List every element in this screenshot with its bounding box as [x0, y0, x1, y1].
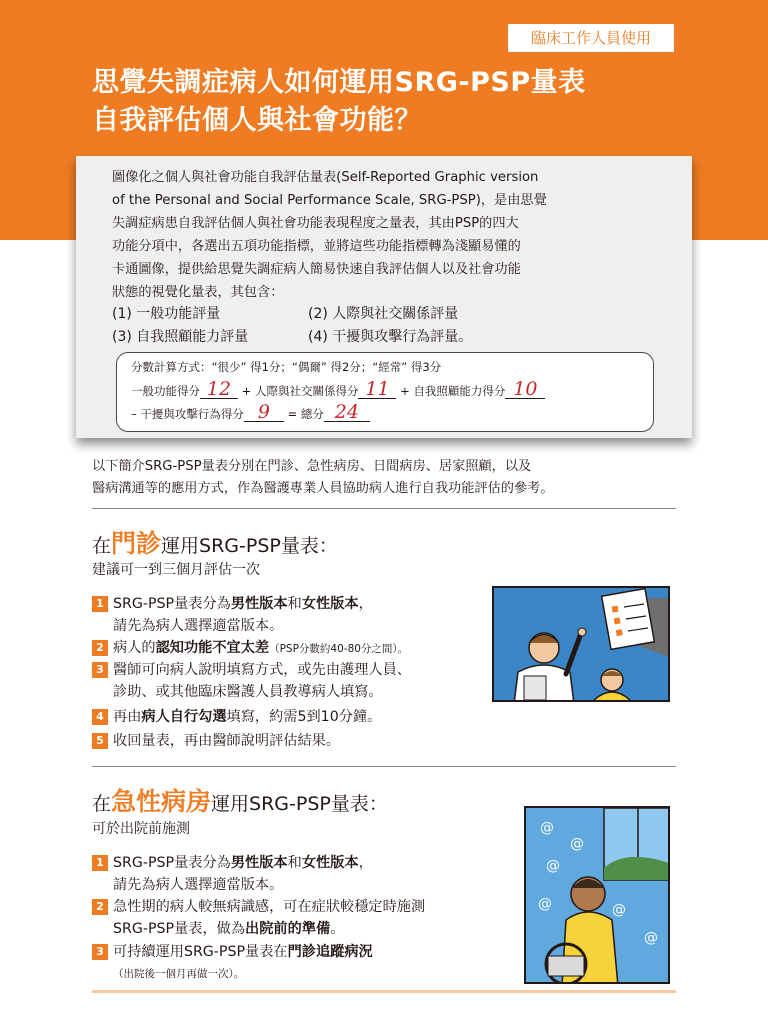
total-score-value: 24 [324, 403, 370, 422]
score-method: 分數計算方式：“很少” 得1分；“偶爾” 得2分；“經常” 得3分 [131, 360, 442, 374]
section-divider [92, 508, 676, 509]
selfcare-score-label: + 自我照顧能力得分 [400, 384, 506, 398]
footer-rule [92, 990, 676, 993]
svg-text:@: @ [546, 858, 560, 874]
section-title-acute [92, 782, 388, 818]
outpatient-item-1 [92, 593, 512, 637]
item-number: 4 [92, 709, 108, 725]
item-bold: 認知功能不宜太差 [155, 640, 270, 656]
social-score-value: 11 [358, 380, 396, 399]
outpatient-item-2 [92, 637, 512, 660]
item-number: 3 [92, 662, 108, 678]
section-subtitle-outpatient: 建議可一到三個月評估一次 [92, 562, 260, 578]
patient-illustration-art [526, 808, 670, 984]
item-text: 填寫，約需5到10分鐘。 [226, 709, 382, 725]
item-bold: 女性版本 [301, 596, 359, 612]
item-number: 5 [92, 733, 108, 749]
intro-line: 狀態的視覺化量表，其包含： [112, 285, 284, 300]
title-line-1: 思覺失調症病人如何運用SRG-PSP量表 [92, 67, 586, 98]
intro-item-selfcare: (3) 自我照顧能力評量 [112, 329, 249, 345]
item-text: SRG-PSP量表分為 [113, 855, 231, 871]
intro-line: 卡通圖像，提供給思覺失調症病人簡易快速自我評估個人以及社會功能 [112, 262, 521, 277]
item-text: ， [358, 855, 373, 871]
summary-line: 以下簡介SRG-PSP量表分別在門診、急性病房、日間病房、居家照顧，以及 [92, 459, 532, 474]
selfcare-score-value: 10 [505, 380, 545, 399]
item-continuation [92, 918, 512, 940]
intro-item-aggression: (4) 干擾與攻擊行為評量。 [308, 329, 473, 345]
svg-text:@: @ [570, 836, 584, 852]
title-suffix: 運用SRG-PSP量表： [211, 793, 388, 815]
aggression-score-label: – 干擾與攻擊行為得分 [131, 407, 244, 421]
item-number: 1 [92, 855, 108, 871]
intro-item-social: (2) 人際與社交關係評量 [308, 306, 459, 322]
acute-item-1 [92, 852, 512, 896]
item-note: （出院後一個月再做一次）。 [113, 968, 245, 980]
audience-tag: 臨床工作人員使用 [508, 24, 674, 52]
item-text: 病人的 [113, 640, 156, 656]
item-number: 2 [92, 899, 108, 915]
general-score-value: 12 [200, 380, 238, 399]
item-bold: 病人自行勾選 [141, 709, 227, 725]
item-bold: 男性版本 [230, 596, 288, 612]
svg-text:@: @ [540, 820, 554, 836]
item-continuation: 診助、或其他臨床醫護人員教導病人填寫。 [113, 684, 383, 700]
outpatient-item-3 [92, 659, 512, 703]
total-score-label: = 總分 [287, 407, 324, 421]
doctor-illustration-art [494, 588, 670, 702]
outpatient-item-5 [92, 730, 512, 752]
aggression-score-value: 9 [244, 403, 284, 422]
social-score-label: + 人際與社交關係得分 [241, 384, 359, 398]
outpatient-item-4 [92, 706, 512, 728]
intro-item-general: (1) 一般功能評量 [112, 306, 221, 322]
score-line-1 [131, 380, 545, 399]
title-highlight: 急性病房 [111, 787, 212, 816]
intro-line: 失調症病患自我評估個人與社會功能表現程度之量表，其由PSP的四大 [112, 216, 519, 231]
page-title [92, 64, 732, 140]
summary-paragraph [92, 456, 692, 500]
svg-text:@: @ [644, 930, 658, 946]
item-bold: 女性版本 [301, 855, 359, 871]
score-calculation-box [116, 352, 654, 432]
item-text: SRG-PSP量表，做為 [113, 921, 246, 937]
item-bold: 出院前的準備 [245, 921, 331, 937]
intro-line: 圖像化之個人與社會功能自我評估量表(Self-Reported Graphic version [112, 170, 539, 185]
item-number: 1 [92, 596, 108, 612]
section-title-outpatient [92, 524, 338, 560]
item-number: 2 [92, 640, 108, 656]
title-suffix: 運用SRG-PSP量表： [161, 535, 338, 557]
patient-wheelchair-illustration [524, 806, 670, 984]
doctor-illustration [492, 586, 670, 702]
item-note: （PSP分數約40-80分之間）。 [269, 643, 409, 655]
item-text: 急性期的病人較無病識感，可在症狀較穩定時施測 [113, 899, 426, 915]
item-bold: 門診追蹤病況 [287, 944, 373, 960]
item-text: 和 [287, 596, 302, 612]
item-text: 醫師可向病人說明填寫方式，或先由護理人員、 [113, 662, 411, 678]
item-text: ， [358, 596, 373, 612]
item-continuation: 請先為病人選擇適當版本。 [113, 877, 284, 893]
acute-item-2 [92, 896, 512, 940]
item-text: 可持續運用SRG-PSP量表在 [113, 944, 288, 960]
svg-text:@: @ [538, 896, 552, 912]
item-bold: 男性版本 [230, 855, 288, 871]
title-highlight: 門診 [111, 529, 162, 558]
score-line-2 [131, 403, 370, 422]
item-text: 再由 [113, 709, 142, 725]
item-text: 收回量表，再由醫師說明評估結果。 [113, 733, 341, 749]
item-text: 和 [287, 855, 302, 871]
intro-line: of the Personal and Social Performance Scale, SRG-PSP)，是由思覺 [112, 193, 547, 208]
item-text: SRG-PSP量表分為 [113, 596, 231, 612]
item-continuation: 請先為病人選擇適當版本。 [113, 618, 284, 634]
intro-paragraph [112, 166, 672, 304]
item-number: 3 [92, 944, 108, 960]
section-subtitle-acute: 可於出院前施測 [92, 821, 190, 837]
title-prefix: 在 [92, 793, 112, 815]
acute-item-3 [92, 941, 512, 985]
summary-line: 醫病溝通等的應用方式，作為醫護專業人員協助病人進行自我功能評估的參考。 [92, 481, 554, 496]
intro-card [76, 156, 692, 438]
item-text: 。 [330, 921, 345, 937]
intro-line: 功能分項中，各選出五項功能指標，並將這些功能指標轉為淺顯易懂的 [112, 239, 521, 254]
section-divider [92, 766, 676, 767]
svg-text:@: @ [612, 902, 626, 918]
title-line-2: 自我評估個人與社會功能？ [92, 105, 422, 136]
general-score-label: 一般功能得分 [131, 384, 200, 398]
title-prefix: 在 [92, 535, 112, 557]
